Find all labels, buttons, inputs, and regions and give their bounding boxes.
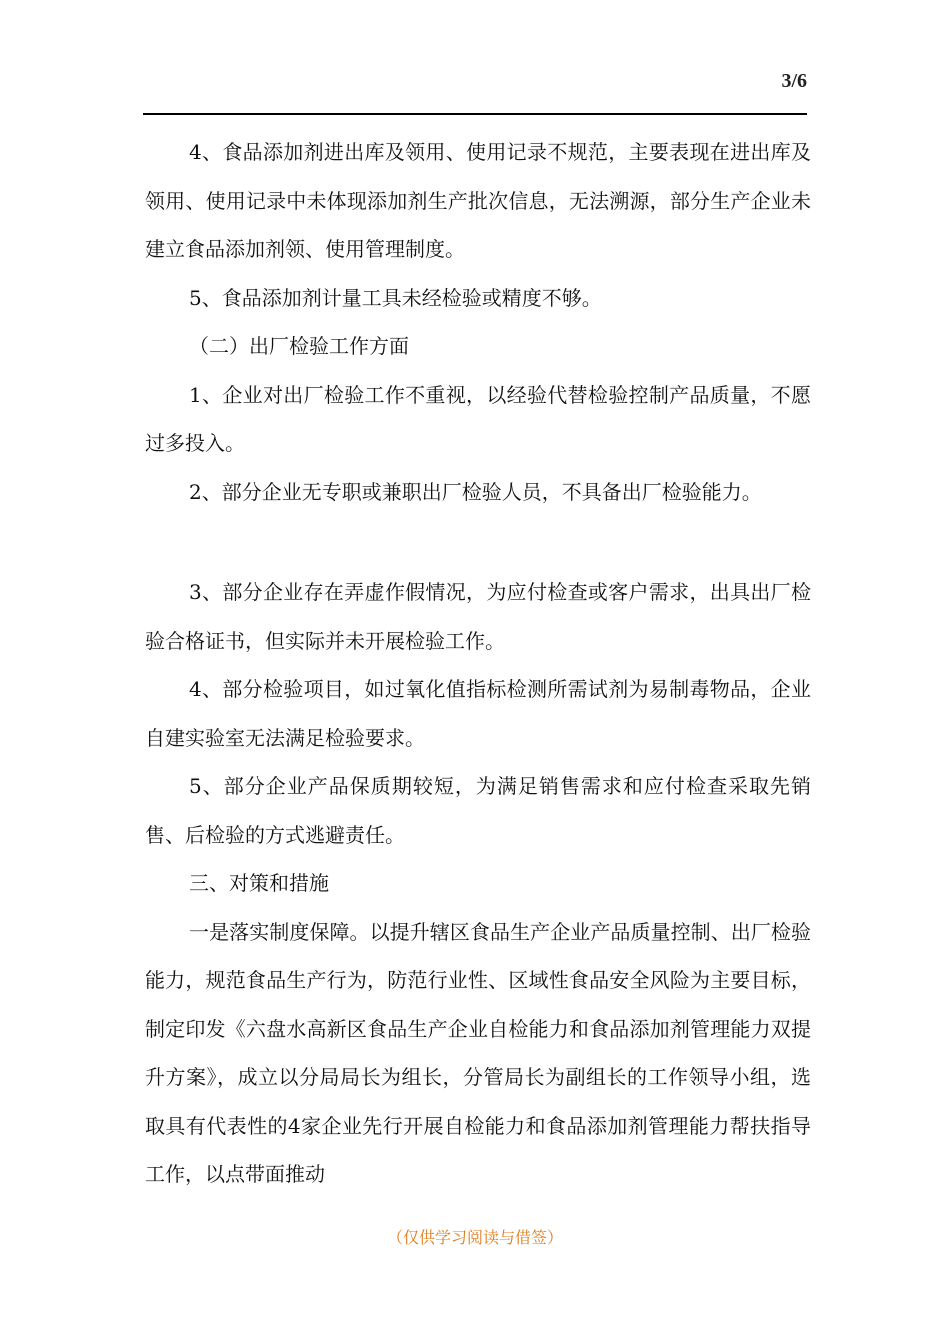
paragraph-system-guarantee: 一是落实制度保障。以提升辖区食品生产企业产品质量控制、出厂检验能力，规范食品生产行为，防范行业性、区域性食品安全风险为主要目标，制定印发《六盘水高新区食品生产企业自检能力和食品添加剂管理能力双提升方案》，成立以分局局长为组长，分管局长为副组长的工作领导小组，选取具有代表性的4家企业先行开展自检能力和食品添加剂管理能力帮扶指导工作，以点带面推动 (145, 919, 811, 1186)
paragraph-short-shelf-life: 5、部分企业产品保质期较短，为满足销售需求和应付检查采取先销售、后检验的方式逃避责任。 (145, 774, 811, 847)
footer-note: （仅供学习阅读与借签） (386, 1228, 563, 1247)
paragraph-controlled-reagents: 4、部分检验项目，如过氧化值指标检测所需试剂为易制毒物品，企业自建实验室无法满足检验要求。 (145, 677, 811, 750)
paragraph-measuring-tools: 5、食品添加剂计量工具未经检验或精度不够。 (189, 285, 602, 310)
section-heading-factory-inspection: （二）出厂检验工作方面 (189, 334, 409, 358)
paragraph-gap (145, 516, 811, 568)
page-number: 3/6 (781, 70, 807, 92)
document-body (145, 128, 811, 1199)
section-heading-measures: 三、对策和措施 (189, 871, 329, 895)
paragraph-no-inspectors: 2、部分企业无专职或兼职出厂检验人员，不具备出厂检验能力。 (189, 479, 762, 504)
paragraph-additive-records: 4、食品添加剂进出库及领用、使用记录不规范，主要表现在进出库及领用、使用记录中未体现添加剂生产批次信息，无法溯源，部分生产企业未建立食品添加剂领、使用管理制度。 (145, 140, 811, 261)
header-rule (143, 113, 807, 115)
paragraph-not-valued: 1、企业对出厂检验工作不重视，以经验代替检验控制产品质量，不愿过多投入。 (145, 382, 811, 455)
paragraph-falsification: 3、部分企业存在弄虚作假情况，为应付检查或客户需求，出具出厂检验合格证书，但实际并未开展检验工作。 (145, 580, 811, 653)
